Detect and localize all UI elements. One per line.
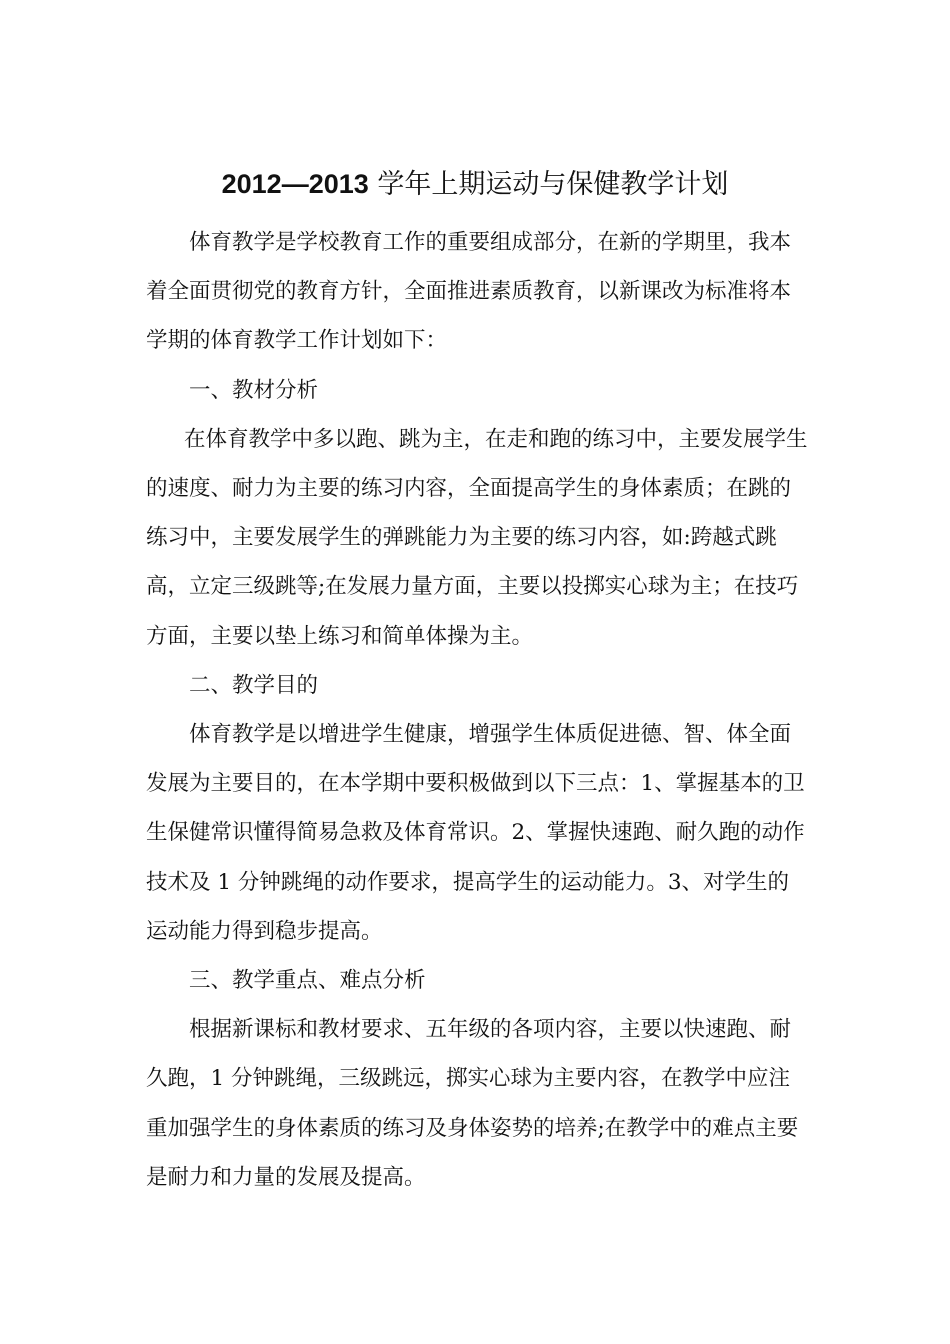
section-heading-objectives: 二、教学目的 (189, 672, 319, 698)
section-heading-materials: 一、教材分析 (189, 377, 319, 403)
intro-paragraph: 体育教学是学校教育工作的重要组成部分，在新的学期里，我本着全面贯彻党的教育方针，全面推进素质教育，以新课改为标准将本学期的体育教学工作计划如下： (146, 230, 792, 354)
document-title (0, 164, 950, 205)
section-body-key-points: 根据新课标和教材要求、五年级的各项内容，主要以快速跑、耐久跑，1 分钟跳绳，三级跳远，掷实心球为主要内容，在教学中应注重加强学生的身体素质的练习及身体姿势的培养;在教学中的难点主要是耐力和力量的发展及提高。 (146, 1017, 799, 1190)
title-text: 学年上期运动与保健教学计划 (377, 169, 729, 200)
title-year-range: 2012—2013 (221, 169, 369, 199)
section-body-objectives: 体育教学是以增进学生健康，增强学生体质促进德、智、体全面发展为主要目的，在本学期中要积极做到以下三点：1、掌握基本的卫生保健常识懂得简易急救及体育常识。2、掌握快速跑、耐久跑的动作技术及 1 分钟跳绳的动作要求，提高学生的运动能力。3、对学生的运动能力得到稳步提高。 (146, 722, 805, 944)
section-heading-key-points: 三、教学重点、难点分析 (189, 968, 426, 994)
document-body (146, 218, 810, 1202)
section-body-materials: 在体育教学中多以跑、跳为主，在走和跑的练习中，主要发展学生的速度、耐力为主要的练习内容，全面提高学生的身体素质；在跳的练习中，主要发展学生的弹跳能力为主要的练习内容，如:跨越式跳高，立定三级跳等;在发展力量方面，主要以投掷实心球为主；在技巧方面，主要以垫上练习和简单体操为主。 (146, 426, 808, 649)
